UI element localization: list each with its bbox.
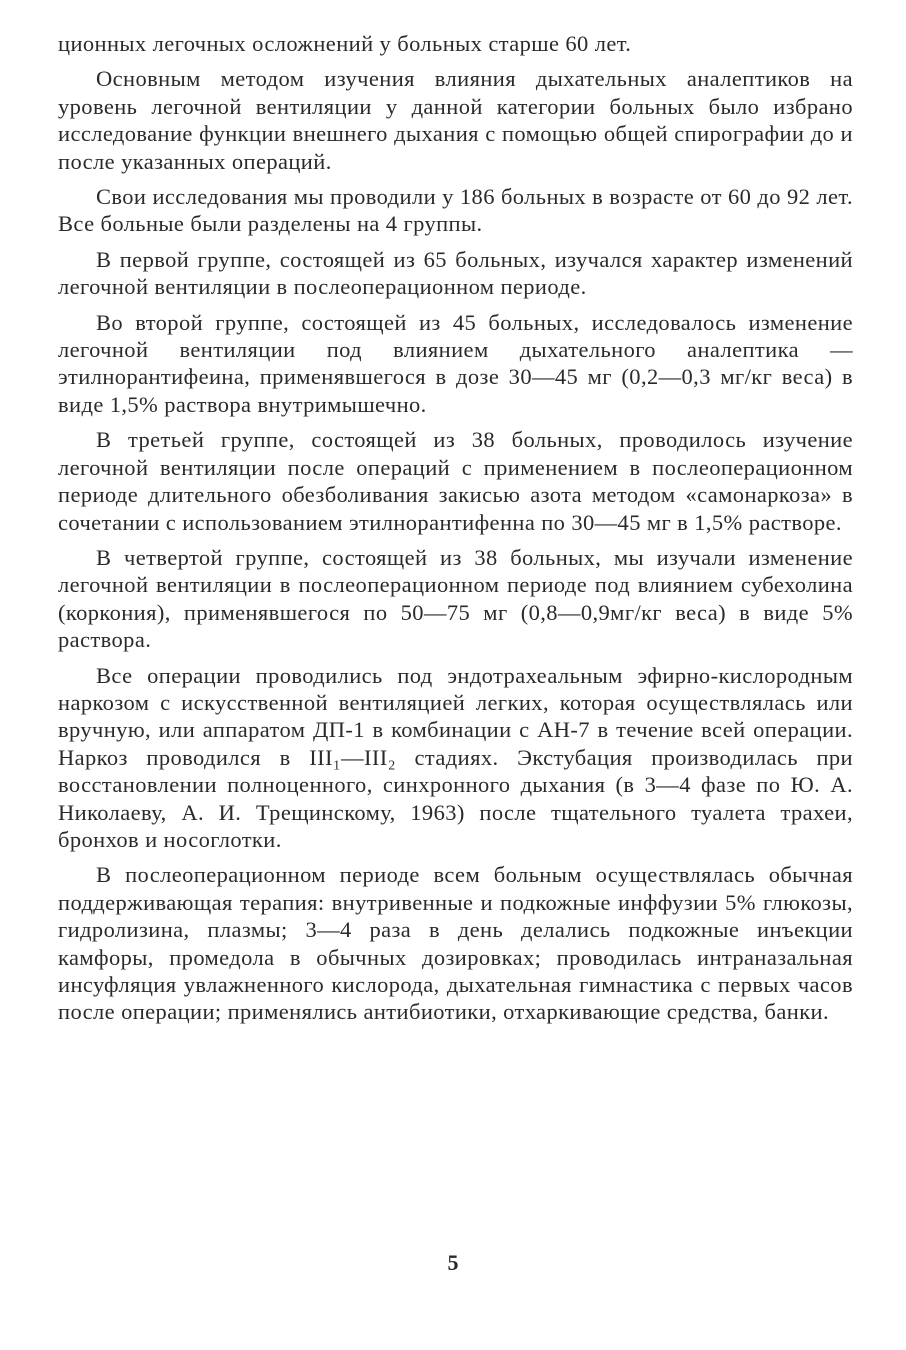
paragraph-postop-therapy: В послеоперационном периоде всем больным осуществлялась обычная поддерживающая терапия: внутривенные и подкожные инффузии 5% глюкозы, гидролизина, плазмы; 3—4 раза в день делались подкожные инъекции камфоры, промедола в обычных дозировках; проводилась интраназальная инсуфляция увлажненного кислорода, дыхательная гимнастика с первых часов после операции; применялись антибиотики, отхаркивающие средства, банки. bbox=[58, 862, 853, 1025]
paragraph-group-1: В первой группе, состоящей из 65 больных, изучался характер изменений легочной вентиляции в послеоперационном периоде. bbox=[58, 246, 853, 300]
paragraph-study-groups: Свои исследования мы проводили у 186 больных в возрасте от 60 до 92 лет. Все больные были разделены на 4 группы. bbox=[58, 184, 853, 237]
page-number: 5 bbox=[447, 1250, 459, 1275]
paragraph-group-3: В третьей группе, состоящей из 38 больных, проводилось изучение легочной вентиляции после операций с применением в послеоперационном периоде длительного обезболивания закисью азота методом «самонаркоза» в сочетании с использованием этилнорантифенна по 30—45 мг в 1,5% растворе. bbox=[58, 427, 853, 535]
paragraph-group-2: Во второй группе, состоящей из 45 больных, исследовалось изменение легочной вентиляции под влиянием дыхательного аналептика — этилнорантифеина, применявшегося в дозе 30—45 мг (0,2—0,3 мг/кг веса) в виде 1,5% раствора внутримышечно. bbox=[58, 309, 853, 417]
paragraph-group-4: В четвертой группе, состоящей из 38 больных, мы изучали изменение легочной вентиляции в послеоперационном периоде под влиянием субехолина (коркония), применявшегося по 50—75 мг (0,8—0,9мг/кг веса) в виде 5% раствора. bbox=[58, 544, 853, 653]
page-body bbox=[58, 30, 853, 1034]
paragraph-continuation: ционных легочных осложнений у больных старше 60 лет. bbox=[58, 31, 632, 56]
paragraph-method: Основным методом изучения влияния дыхательных аналептиков на уровень легочной вентиляции у данной категории больных было избрано исследование функции внешнего дыхания с помощью общей спирографии до и после указанных операций. bbox=[58, 66, 853, 174]
paragraph-anesthesia: Все операции проводились под эндотрахеальным эфирно-кислородным наркозом с искусственной вентиляцией легких, которая осуществлялась или вручную, или аппаратом ДП-1 в комбинации с АН-7 в течение всей операции. Наркоз проводился в III₁—III₂ стадиях. Экстубация производилась при восстановлении полноценного, синхронного дыхания (в 3—4 фазе по Ю. А. Николаеву, А. И. Трещинскому, 1963) после тщательного туалета трахеи, бронхов и носоглотки. bbox=[58, 662, 853, 852]
